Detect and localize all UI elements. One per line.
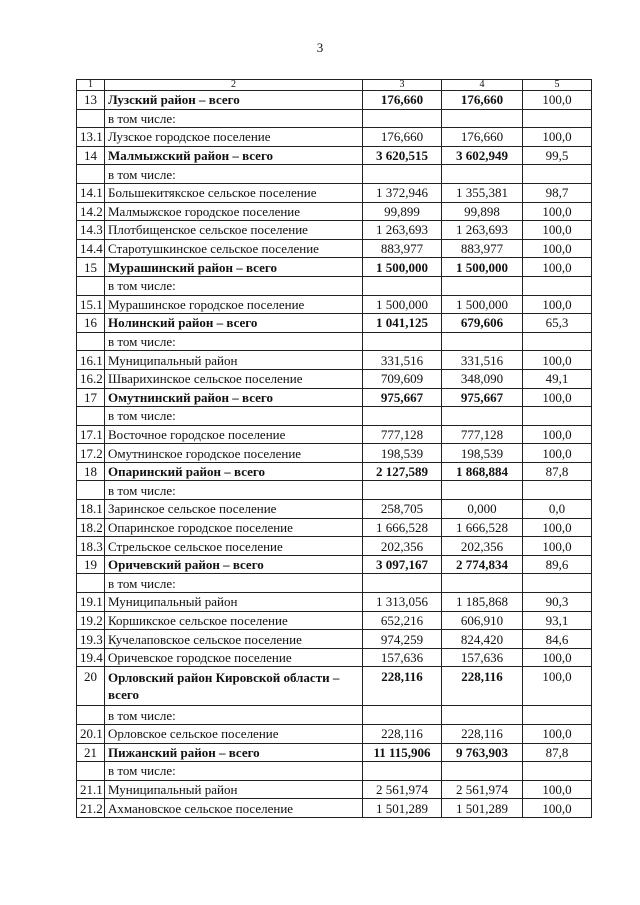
row-name-cell: Муниципальный район [105, 351, 363, 370]
row-number-cell: 16.1 [77, 351, 105, 370]
row-name-cell: в том числе: [105, 407, 363, 426]
percent-cell: 90,3 [523, 593, 592, 612]
row-name-cell: Муниципальный район [105, 780, 363, 799]
table-row [77, 648, 592, 667]
row-number-cell: 17.2 [77, 444, 105, 463]
percent-cell: 100,0 [523, 91, 592, 110]
district-total-row [77, 314, 592, 333]
planned-amount-cell: 1 263,693 [363, 221, 442, 240]
row-name-cell: Стрельское сельское поселение [105, 537, 363, 556]
row-name-cell: Орловский район Кировской области – всего [105, 667, 363, 706]
actual-amount-cell: 1 185,868 [442, 593, 523, 612]
budget-table [76, 79, 592, 818]
row-name-cell: Лузское городское поселение [105, 128, 363, 147]
actual-amount-cell: 1 868,884 [442, 462, 523, 481]
row-name-cell: Шварихинское сельское поселение [105, 369, 363, 388]
district-total-row [77, 258, 592, 277]
actual-amount-cell: 99,898 [442, 202, 523, 221]
table-row [77, 444, 592, 463]
percent-cell: 100,0 [523, 239, 592, 258]
actual-amount-cell: 883,977 [442, 239, 523, 258]
row-number-cell: 14.4 [77, 239, 105, 258]
row-number-cell: 14 [77, 146, 105, 165]
subheading-row [77, 165, 592, 184]
row-number-cell: 18.2 [77, 518, 105, 537]
table-row [77, 500, 592, 519]
table-row [77, 725, 592, 744]
row-number-cell: 19.1 [77, 593, 105, 612]
row-number-cell: 19.2 [77, 611, 105, 630]
row-number-cell: 17 [77, 388, 105, 407]
row-number-cell [77, 481, 105, 500]
row-name-cell: в том числе: [105, 762, 363, 781]
row-name-cell: Восточное городское поселение [105, 425, 363, 444]
actual-amount-cell: 176,660 [442, 128, 523, 147]
planned-amount-cell [363, 762, 442, 781]
planned-amount-cell: 974,259 [363, 630, 442, 649]
row-name-cell: в том числе: [105, 109, 363, 128]
row-number-cell: 19 [77, 555, 105, 574]
row-name-cell: Опаринский район – всего [105, 462, 363, 481]
table-row [77, 239, 592, 258]
percent-cell: 84,6 [523, 630, 592, 649]
actual-amount-cell: 2 774,834 [442, 555, 523, 574]
actual-amount-cell: 1 666,528 [442, 518, 523, 537]
table-row [77, 202, 592, 221]
planned-amount-cell [363, 332, 442, 351]
percent-cell: 100,0 [523, 799, 592, 818]
row-name-cell: Старотушкинское сельское поселение [105, 239, 363, 258]
percent-cell: 100,0 [523, 725, 592, 744]
table-row [77, 799, 592, 818]
page-number: 3 [316, 40, 324, 55]
row-number-cell: 18.1 [77, 500, 105, 519]
planned-amount-cell: 1 372,946 [363, 183, 442, 202]
row-number-cell [77, 165, 105, 184]
row-number-cell [77, 407, 105, 426]
row-name-cell: Муниципальный район [105, 593, 363, 612]
percent-cell [523, 276, 592, 295]
planned-amount-cell: 709,609 [363, 369, 442, 388]
row-name-cell: Оричевское городское поселение [105, 648, 363, 667]
planned-amount-cell: 1 500,000 [363, 295, 442, 314]
row-number-cell [77, 762, 105, 781]
table-row [77, 630, 592, 649]
row-name-cell: Омутнинский район – всего [105, 388, 363, 407]
row-number-cell: 18.3 [77, 537, 105, 556]
actual-amount-cell [442, 481, 523, 500]
percent-cell [523, 165, 592, 184]
actual-amount-cell [442, 762, 523, 781]
row-name-cell: Омутнинское городское поселение [105, 444, 363, 463]
percent-cell: 49,1 [523, 369, 592, 388]
row-name-cell: в том числе: [105, 276, 363, 295]
column-header: 1 [77, 80, 105, 91]
percent-cell: 100,0 [523, 351, 592, 370]
actual-amount-cell: 1 263,693 [442, 221, 523, 240]
actual-amount-cell: 176,660 [442, 91, 523, 110]
row-name-cell: в том числе: [105, 574, 363, 593]
subheading-row [77, 481, 592, 500]
planned-amount-cell: 883,977 [363, 239, 442, 258]
table-row [77, 295, 592, 314]
row-name-cell: в том числе: [105, 706, 363, 725]
row-name-cell: Мурашинский район – всего [105, 258, 363, 277]
actual-amount-cell: 777,128 [442, 425, 523, 444]
planned-amount-cell [363, 706, 442, 725]
planned-amount-cell [363, 276, 442, 295]
row-number-cell: 15.1 [77, 295, 105, 314]
row-name-cell: Большекитякское сельское поселение [105, 183, 363, 202]
actual-amount-cell: 198,539 [442, 444, 523, 463]
actual-amount-cell: 228,116 [442, 667, 523, 706]
row-name-cell: Кучелаповское сельское поселение [105, 630, 363, 649]
actual-amount-cell [442, 332, 523, 351]
planned-amount-cell [363, 481, 442, 500]
row-number-cell: 15 [77, 258, 105, 277]
row-name-cell: Лузский район – всего [105, 91, 363, 110]
row-name-cell: в том числе: [105, 481, 363, 500]
percent-cell: 100,0 [523, 780, 592, 799]
table-row [77, 183, 592, 202]
row-number-cell: 16.2 [77, 369, 105, 388]
planned-amount-cell: 202,356 [363, 537, 442, 556]
row-number-cell: 16 [77, 314, 105, 333]
row-name-cell: Пижанский район – всего [105, 743, 363, 762]
actual-amount-cell: 228,116 [442, 725, 523, 744]
actual-amount-cell: 348,090 [442, 369, 523, 388]
subheading-row [77, 109, 592, 128]
percent-cell: 100,0 [523, 202, 592, 221]
percent-cell: 100,0 [523, 667, 592, 706]
planned-amount-cell: 228,116 [363, 725, 442, 744]
planned-amount-cell [363, 165, 442, 184]
row-number-cell [77, 574, 105, 593]
row-number-cell [77, 276, 105, 295]
row-number-cell: 21.1 [77, 780, 105, 799]
planned-amount-cell: 176,660 [363, 91, 442, 110]
table-row [77, 128, 592, 147]
actual-amount-cell: 1 355,381 [442, 183, 523, 202]
row-number-cell: 21.2 [77, 799, 105, 818]
percent-cell: 100,0 [523, 295, 592, 314]
subheading-row [77, 332, 592, 351]
actual-amount-cell [442, 574, 523, 593]
table-row [77, 425, 592, 444]
percent-cell: 89,6 [523, 555, 592, 574]
row-number-cell: 14.3 [77, 221, 105, 240]
percent-cell: 100,0 [523, 388, 592, 407]
row-name-cell: Малмыжское городское поселение [105, 202, 363, 221]
actual-amount-cell: 2 561,974 [442, 780, 523, 799]
percent-cell: 100,0 [523, 537, 592, 556]
district-total-row [77, 388, 592, 407]
actual-amount-cell: 606,910 [442, 611, 523, 630]
row-name-cell: в том числе: [105, 332, 363, 351]
subheading-row [77, 574, 592, 593]
row-name-cell: Ахмановское сельское поселение [105, 799, 363, 818]
actual-amount-cell [442, 407, 523, 426]
percent-cell [523, 481, 592, 500]
planned-amount-cell: 157,636 [363, 648, 442, 667]
planned-amount-cell: 1 313,056 [363, 593, 442, 612]
percent-cell [523, 407, 592, 426]
percent-cell: 87,8 [523, 743, 592, 762]
district-total-row [77, 462, 592, 481]
actual-amount-cell: 0,000 [442, 500, 523, 519]
column-number-row [77, 80, 592, 91]
actual-amount-cell [442, 165, 523, 184]
row-number-cell: 13.1 [77, 128, 105, 147]
planned-amount-cell: 975,667 [363, 388, 442, 407]
row-number-cell: 14.2 [77, 202, 105, 221]
row-number-cell: 19.3 [77, 630, 105, 649]
table-row [77, 351, 592, 370]
percent-cell [523, 706, 592, 725]
subheading-row [77, 706, 592, 725]
table-row [77, 593, 592, 612]
row-name-cell: Опаринское городское поселение [105, 518, 363, 537]
percent-cell: 99,5 [523, 146, 592, 165]
planned-amount-cell: 1 500,000 [363, 258, 442, 277]
actual-amount-cell: 9 763,903 [442, 743, 523, 762]
district-total-row [77, 555, 592, 574]
row-name-cell: Заринское сельское поселение [105, 500, 363, 519]
district-total-row [77, 146, 592, 165]
planned-amount-cell: 2 561,974 [363, 780, 442, 799]
percent-cell: 100,0 [523, 518, 592, 537]
percent-cell: 98,7 [523, 183, 592, 202]
actual-amount-cell: 679,606 [442, 314, 523, 333]
subheading-row [77, 276, 592, 295]
subheading-row [77, 762, 592, 781]
planned-amount-cell [363, 109, 442, 128]
row-name-cell: Орловское сельское поселение [105, 725, 363, 744]
actual-amount-cell: 202,356 [442, 537, 523, 556]
table-row [77, 611, 592, 630]
actual-amount-cell: 1 500,000 [442, 258, 523, 277]
planned-amount-cell: 228,116 [363, 667, 442, 706]
actual-amount-cell: 1 501,289 [442, 799, 523, 818]
table-row [77, 518, 592, 537]
column-header: 4 [442, 80, 523, 91]
percent-cell [523, 109, 592, 128]
row-name-cell: Нолинский район – всего [105, 314, 363, 333]
planned-amount-cell: 176,660 [363, 128, 442, 147]
row-number-cell [77, 332, 105, 351]
planned-amount-cell: 331,516 [363, 351, 442, 370]
percent-cell [523, 574, 592, 593]
row-number-cell: 20 [77, 667, 105, 706]
row-number-cell [77, 109, 105, 128]
column-header: 2 [105, 80, 363, 91]
row-number-cell: 20.1 [77, 725, 105, 744]
table-body [77, 80, 592, 818]
actual-amount-cell: 1 500,000 [442, 295, 523, 314]
percent-cell: 93,1 [523, 611, 592, 630]
percent-cell: 87,8 [523, 462, 592, 481]
row-number-cell: 21 [77, 743, 105, 762]
planned-amount-cell: 1 501,289 [363, 799, 442, 818]
table-row [77, 369, 592, 388]
table-row [77, 780, 592, 799]
table-row [77, 221, 592, 240]
row-name-cell: Коршикское сельское поселение [105, 611, 363, 630]
percent-cell: 100,0 [523, 221, 592, 240]
percent-cell [523, 332, 592, 351]
row-name-cell: в том числе: [105, 165, 363, 184]
district-total-row [77, 667, 592, 706]
district-total-row [77, 91, 592, 110]
planned-amount-cell [363, 407, 442, 426]
row-name-cell: Оричевский район – всего [105, 555, 363, 574]
row-number-cell: 19.4 [77, 648, 105, 667]
planned-amount-cell: 1 041,125 [363, 314, 442, 333]
planned-amount-cell: 2 127,589 [363, 462, 442, 481]
actual-amount-cell: 975,667 [442, 388, 523, 407]
percent-cell: 100,0 [523, 425, 592, 444]
actual-amount-cell [442, 706, 523, 725]
percent-cell [523, 762, 592, 781]
planned-amount-cell: 777,128 [363, 425, 442, 444]
planned-amount-cell [363, 574, 442, 593]
planned-amount-cell: 1 666,528 [363, 518, 442, 537]
percent-cell: 100,0 [523, 128, 592, 147]
row-number-cell [77, 706, 105, 725]
planned-amount-cell: 3 097,167 [363, 555, 442, 574]
actual-amount-cell [442, 276, 523, 295]
table-row [77, 537, 592, 556]
row-number-cell: 17.1 [77, 425, 105, 444]
row-number-cell: 13 [77, 91, 105, 110]
planned-amount-cell: 652,216 [363, 611, 442, 630]
actual-amount-cell: 157,636 [442, 648, 523, 667]
percent-cell: 100,0 [523, 444, 592, 463]
planned-amount-cell: 99,899 [363, 202, 442, 221]
actual-amount-cell: 331,516 [442, 351, 523, 370]
actual-amount-cell [442, 109, 523, 128]
row-name-cell: Плотбищенское сельское поселение [105, 221, 363, 240]
column-header: 5 [523, 80, 592, 91]
row-name-cell: Малмыжский район – всего [105, 146, 363, 165]
percent-cell: 100,0 [523, 258, 592, 277]
column-header: 3 [363, 80, 442, 91]
actual-amount-cell: 824,420 [442, 630, 523, 649]
percent-cell: 65,3 [523, 314, 592, 333]
row-name-cell: Мурашинское городское поселение [105, 295, 363, 314]
percent-cell: 100,0 [523, 648, 592, 667]
actual-amount-cell: 3 602,949 [442, 146, 523, 165]
planned-amount-cell: 3 620,515 [363, 146, 442, 165]
row-number-cell: 18 [77, 462, 105, 481]
percent-cell: 0,0 [523, 500, 592, 519]
subheading-row [77, 407, 592, 426]
row-number-cell: 14.1 [77, 183, 105, 202]
planned-amount-cell: 11 115,906 [363, 743, 442, 762]
district-total-row [77, 743, 592, 762]
planned-amount-cell: 258,705 [363, 500, 442, 519]
planned-amount-cell: 198,539 [363, 444, 442, 463]
